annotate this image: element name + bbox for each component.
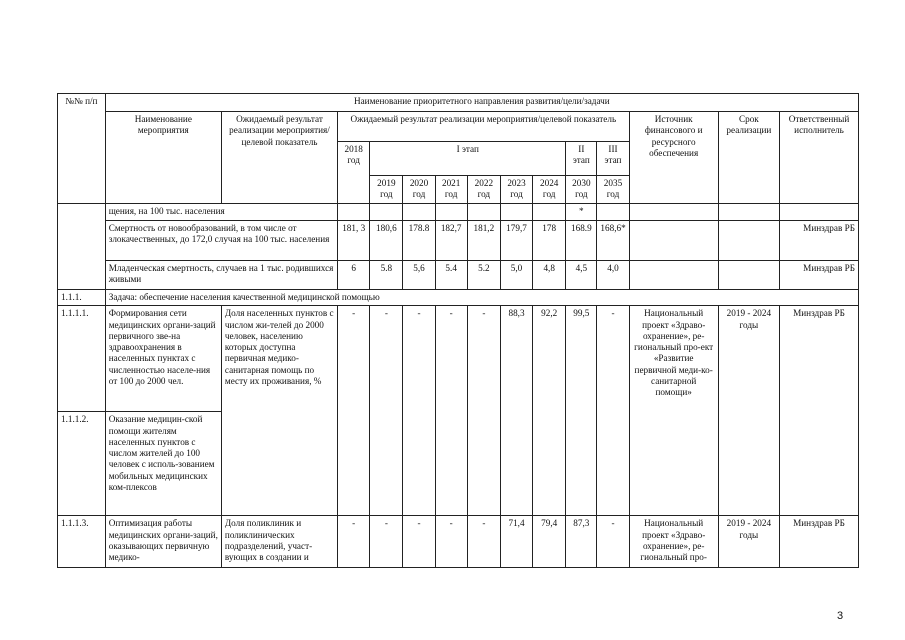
indicator-value: 4,0 [597,261,629,290]
value-cell: - [403,516,435,568]
priority-title: Наименование приоритетного направления развития/цели/задачи [105,94,858,112]
indicator-value: 179,7 [500,221,532,261]
indicator-value [597,204,629,221]
stage1-header: I этап [370,142,566,176]
value-cell: - [403,306,435,516]
value-cell: 88,3 [500,306,532,516]
value-cell: 79,4 [533,516,566,568]
stage2-header: II этап [566,142,597,176]
year-header: 2021 год [435,176,467,204]
indicator-responsible: Минздрав РБ [779,221,858,261]
row-num: 1.1.1.2. [58,412,106,516]
task-num: 1.1.1. [58,290,106,306]
year-header: 2020 год [403,176,435,204]
row-num: 1.1.1.1. [58,306,106,412]
indicator-value: 182,7 [435,221,467,261]
task-row [58,290,859,306]
value-cell: 92,2 [533,306,566,516]
num-col-header: №№ п/п [58,94,106,204]
event-result: Доля поликлиник и поликлинических подразделений, участ-вующих в создании и [221,516,337,568]
indicator-value [338,204,370,221]
row-num: 1.1.1.3. [58,516,106,568]
event-name-header: Наименование мероприятия [105,112,221,204]
event-name: Оказание медицин-ской помощи жителям населенных пунктов с числом жителей до 100 человек с исполь-зованием мобильных медицинских ком-плексов [105,412,221,516]
value-cell: 71,4 [500,516,532,568]
term-header: Срок реализации [718,112,779,204]
indicator-value: 5,0 [500,261,532,290]
event-name: Оптимизация работы медицинских органи-заций, оказывающих первичную медико- [105,516,221,568]
value-cell: 99,5 [566,306,597,516]
indicator-value [403,204,435,221]
indicator-value [533,204,566,221]
year-header: 2024 год [533,176,566,204]
indicator-row [58,204,859,221]
indicator-value: 168,6* [597,221,629,261]
indicator-label: Смертность от новообразований, в том числе от злокачественных, до 172,0 случая на 100 тыс. населения [105,221,337,261]
term-cell: 2019 - 2024 годы [718,516,779,568]
expected-result-group-header: Ожидаемый результат реализации мероприятия/целевой показатель [338,112,629,142]
value-cell: - [338,306,370,516]
indicator-label: Младенческая смертность, случаев на 1 тыс. родившихся живыми [105,261,337,290]
indicator-value: 180,6 [370,221,403,261]
value-cell: - [370,306,403,516]
table-row [58,306,859,412]
indicator-value: 4,5 [566,261,597,290]
indicator-value: 5,6 [403,261,435,290]
page-number: 3 [837,610,844,622]
value-cell: - [597,516,629,568]
year-header: 2030 год [566,176,597,204]
value-cell: - [338,516,370,568]
responsible-cell: Минздрав РБ [779,516,858,568]
value-cell: - [467,516,500,568]
indicator-responsible [779,204,858,221]
expected-result-header: Ожидаемый результат реализации мероприятия/целевой показатель [221,112,337,204]
value-cell: - [435,306,467,516]
indicator-value: 4,8 [533,261,566,290]
responsible-cell: Минздрав РБ [779,306,858,516]
year-header: 2035 год [597,176,629,204]
year-header: 2022 год [467,176,500,204]
indicator-value [435,204,467,221]
task-text: Задача: обеспечение населения качественной медицинской помощью [105,290,858,306]
indicator-responsible: Минздрав РБ [779,261,858,290]
year-2018-header: 2018 год [338,142,370,204]
event-name: Формирования сети медицинских органи-заций первичного зве-на здравоохранения в населенных пунктах с численностью населе-ния от 100 до 2000 чел. [105,306,221,412]
responsible-header: Ответственный исполнитель [779,112,858,204]
source-cell: Национальный проект «Здраво-охранение», ре-гиональный про- [629,516,718,568]
value-cell: - [467,306,500,516]
term-cell: 2019 - 2024 годы [718,306,779,516]
year-header: 2019 год [370,176,403,204]
indicator-row [58,221,859,261]
indicator-value: 5.8 [370,261,403,290]
value-cell: - [435,516,467,568]
indicator-value: 178 [533,221,566,261]
indicator-value: 5.4 [435,261,467,290]
indicator-value [500,204,532,221]
value-cell: - [597,306,629,516]
indicator-value: 168.9 [566,221,597,261]
source-header: Источник финансового и ресурсного обеспечения [629,112,718,204]
indicator-value: * [566,204,597,221]
indicator-value [370,204,403,221]
stage3-header: III этап [597,142,629,176]
year-header: 2023 год [500,176,532,204]
event-result: Доля населенных пунктов с числом жи-телей до 2000 человек, населению которых доступна первичная медико-санитарная помощь по месту их проживания, % [221,306,337,516]
indicator-value: 181, 3 [338,221,370,261]
indicator-value: 178.8 [403,221,435,261]
program-table [57,93,859,568]
value-cell: - [370,516,403,568]
source-cell: Национальный проект «Здраво-охранение», ре-гиональный про-ект «Развитие первичной меди-ко-санитарной помощи» [629,306,718,516]
indicator-label: щения, на 100 тыс. населения [105,204,337,221]
value-cell: 87,3 [566,516,597,568]
indicator-value: 6 [338,261,370,290]
indicator-value [467,204,500,221]
indicator-value: 5.2 [467,261,500,290]
table-row [58,516,859,568]
indicator-value: 181,2 [467,221,500,261]
indicator-row [58,261,859,290]
